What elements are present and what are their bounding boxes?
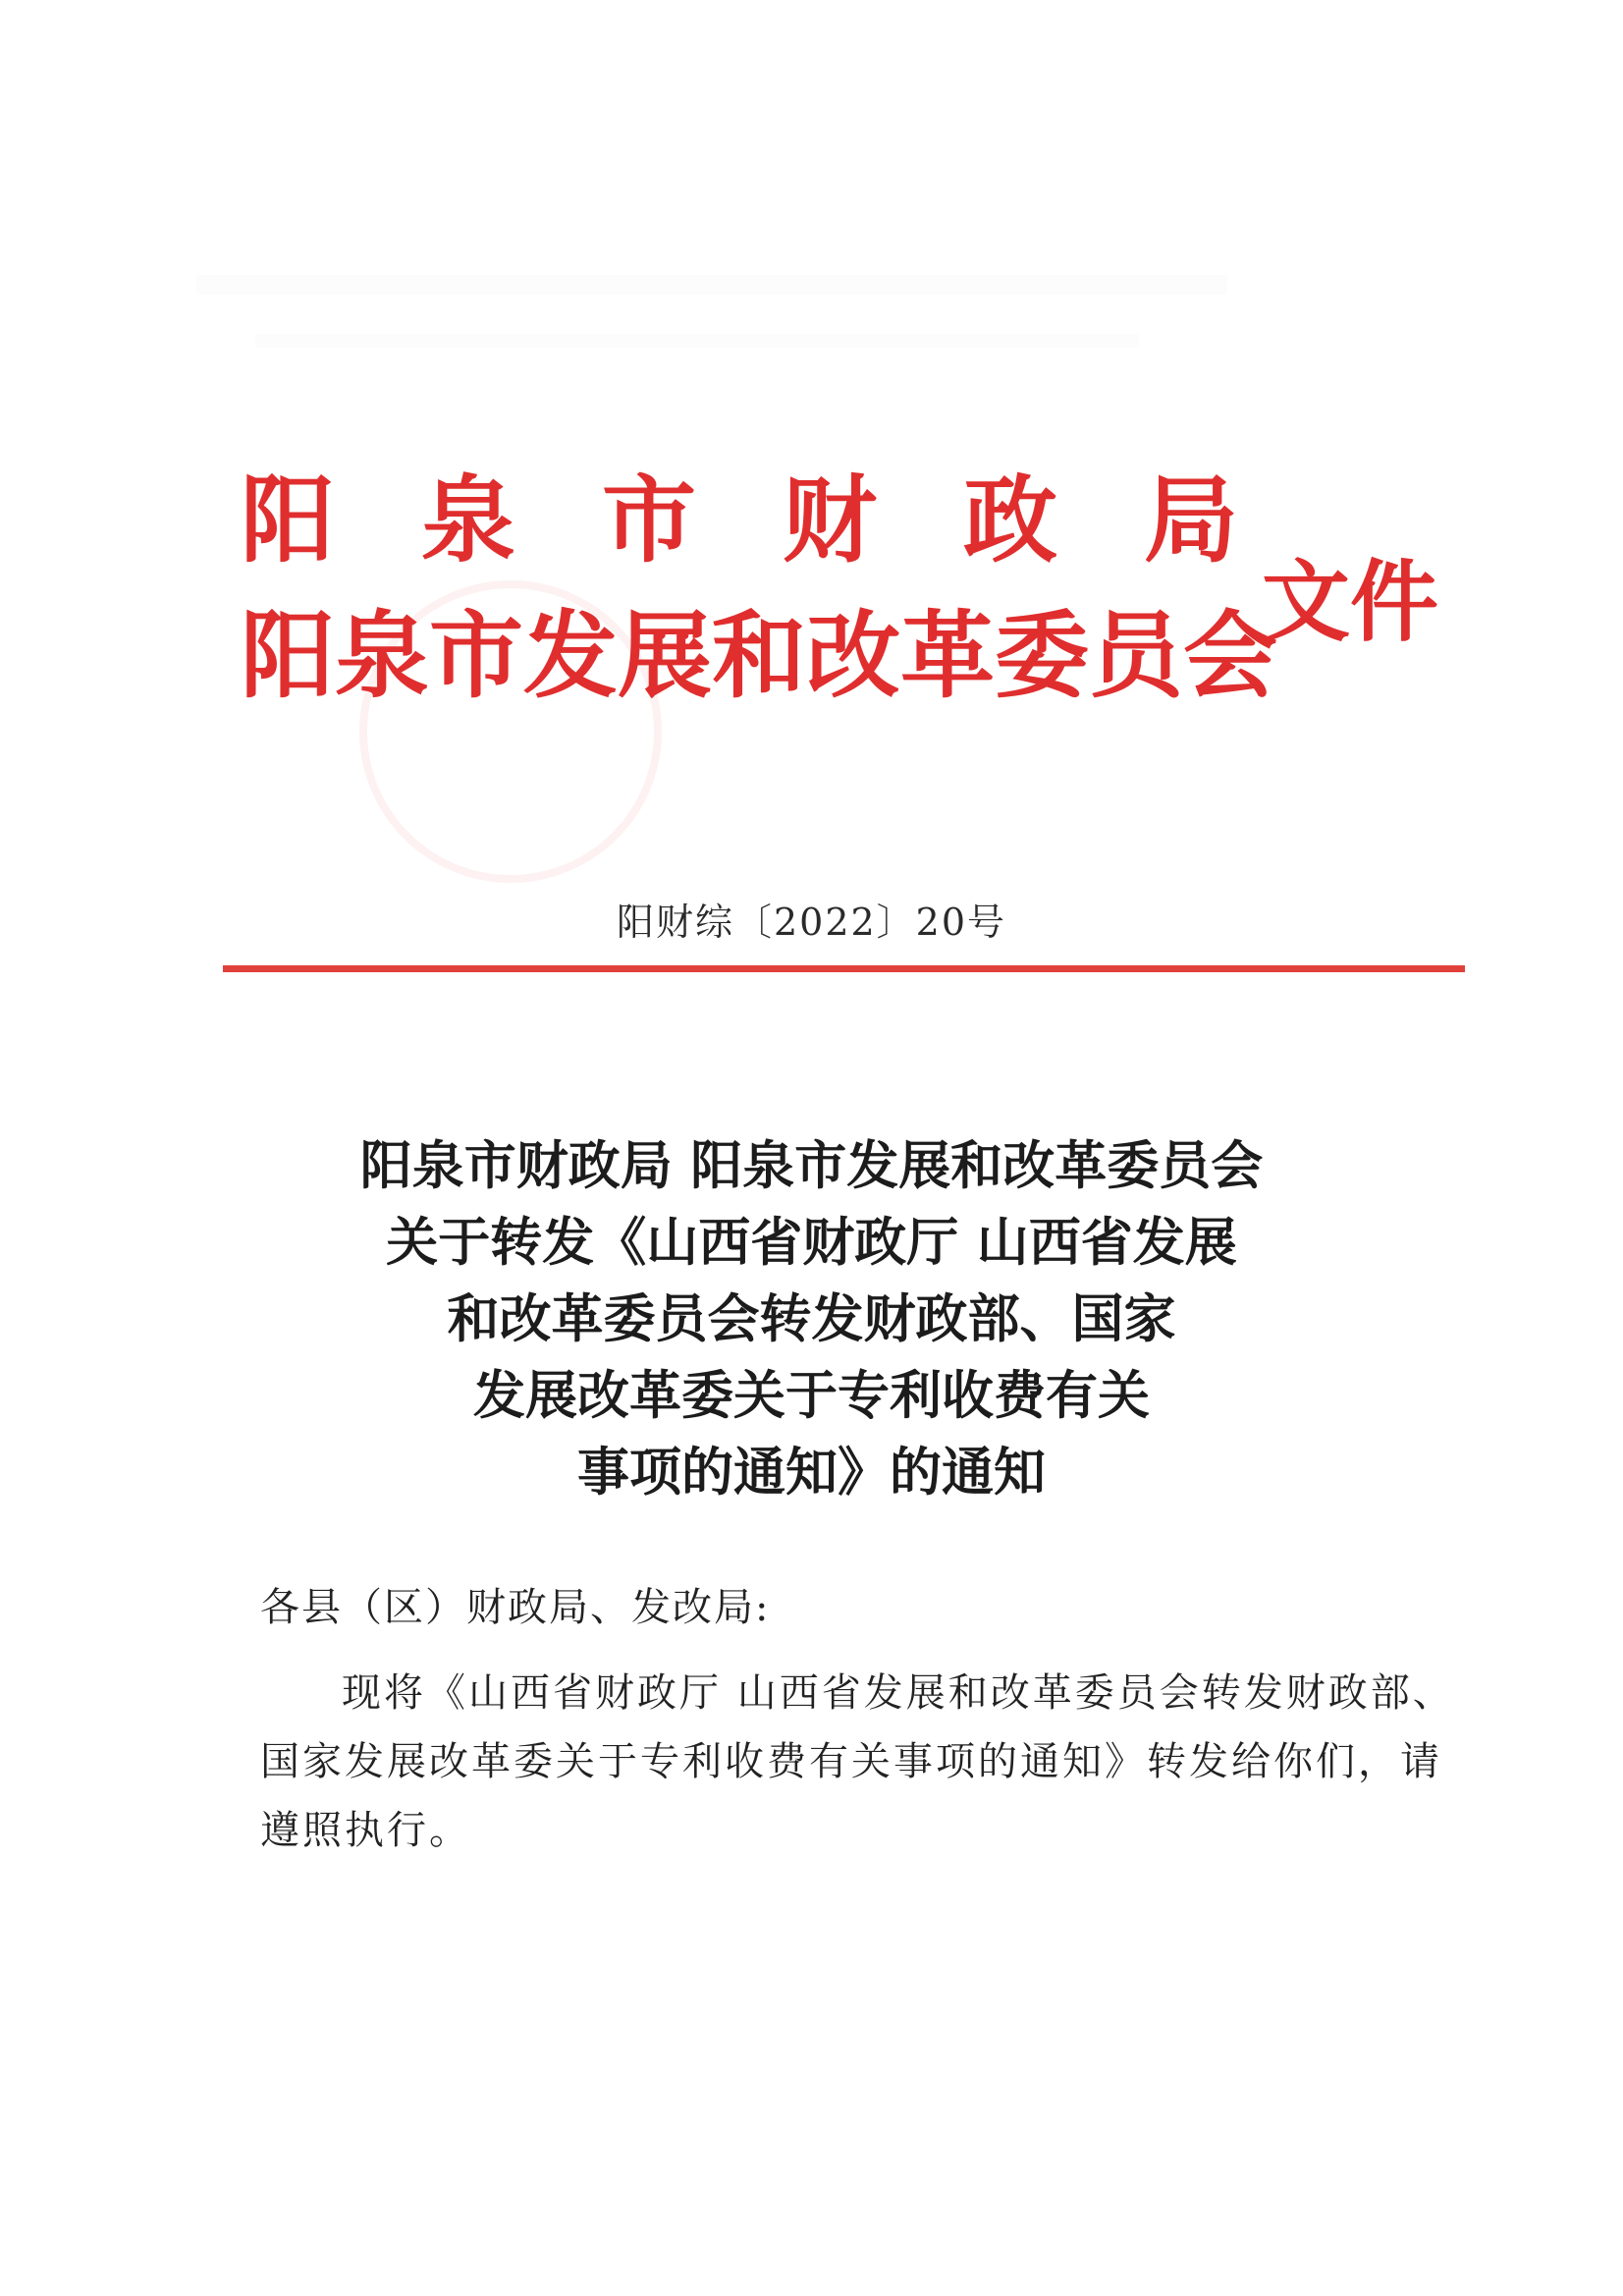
document-number: 阳财综〔2022〕20号 [616,901,1007,944]
document-type-label: 文件 [1262,550,1438,654]
salutation: 各县（区）财政局、发改局: [260,1585,771,1630]
red-header-divider [223,965,1465,972]
body-paragraph-line: 遵照执行。 [260,1808,471,1853]
title-line: 和改革委员会转发财政部、国家 [447,1288,1176,1349]
title-line: 事项的通知》的通知 [577,1442,1046,1503]
body-paragraph-line: 国家发展改革委关于专利收费有关事项的通知》转发给你们，请 [260,1739,1442,1784]
title-line: 发展改革委关于专利收费有关 [473,1365,1150,1426]
body-paragraph-line: 现将《山西省财政厅 山西省发展和改革委员会转发财政部、 [342,1670,1455,1716]
title-line: 关于转发《山西省财政厅 山西省发展 [386,1212,1237,1273]
scan-noise-mark [196,265,1227,383]
title-line: 阳泉市财政局 阳泉市发展和改革委员会 [359,1135,1264,1196]
issuing-org-development-reform-commission: 阳泉市发展和改革委员会 [241,600,1277,711]
document-title [0,1127,1623,1510]
issuing-org-finance-bureau: 阳泉市财政局 [241,465,1325,575]
